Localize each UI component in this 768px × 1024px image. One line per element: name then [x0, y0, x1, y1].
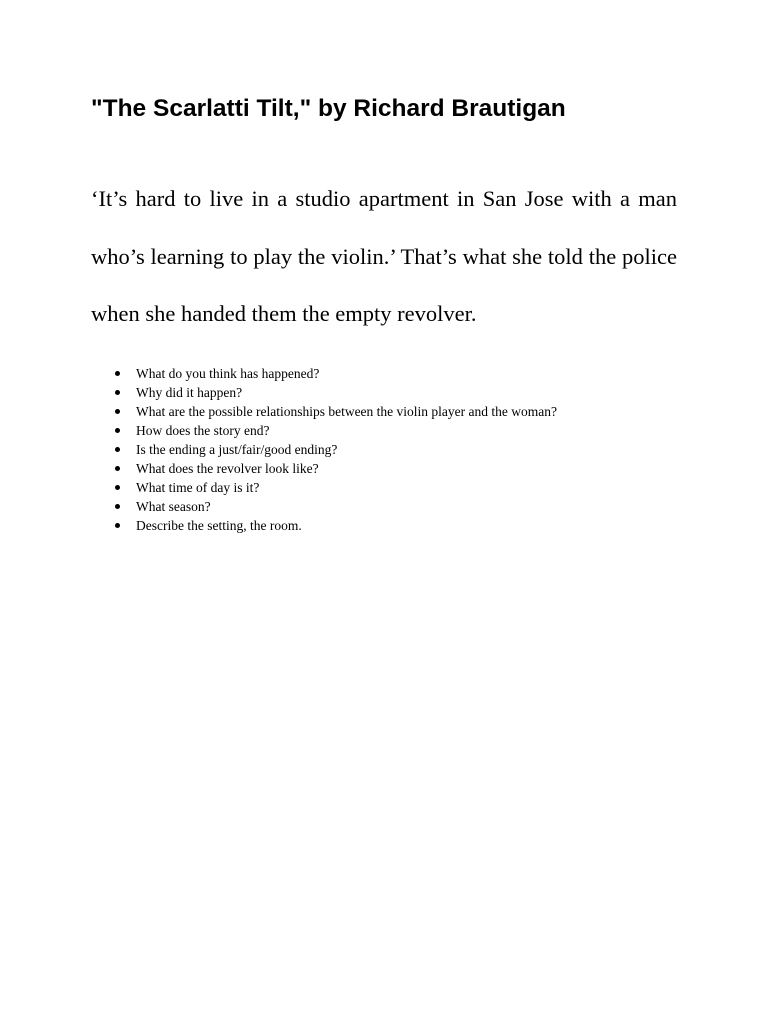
question-text: What are the possible relationships between the violin player and the woman? [136, 404, 557, 419]
bullet-icon [115, 409, 120, 414]
bullet-icon [115, 390, 120, 395]
question-text: What do you think has happened? [136, 366, 320, 381]
list-item [91, 402, 691, 421]
list-item [91, 478, 691, 497]
question-text: Is the ending a just/fair/good ending? [136, 442, 338, 457]
list-item [91, 516, 691, 535]
question-text: Why did it happen? [136, 385, 243, 400]
question-text: What time of day is it? [136, 480, 260, 495]
bullet-icon [115, 428, 120, 433]
list-item [91, 497, 691, 516]
bullet-icon [115, 371, 120, 376]
bullet-icon [115, 485, 120, 490]
question-list [91, 364, 691, 535]
bullet-icon [115, 504, 120, 509]
list-item [91, 421, 691, 440]
bullet-icon [115, 523, 120, 528]
question-text: What season? [136, 499, 211, 514]
list-item [91, 383, 691, 402]
list-item [91, 440, 691, 459]
story-paragraph: ‘It’s hard to live in a studio apartment in San Jose with a man who’s learning to play the violin.’ That’s what she told the police when she handed them the empty revolver. [91, 186, 677, 326]
question-text: How does the story end? [136, 423, 270, 438]
question-text: What does the revolver look like? [136, 461, 319, 476]
list-item [91, 364, 691, 383]
bullet-icon [115, 447, 120, 452]
document-title: "The Scarlatti Tilt," by Richard Brautigan [91, 95, 566, 122]
question-text: Describe the setting, the room. [136, 518, 302, 533]
list-item [91, 459, 691, 478]
bullet-icon [115, 466, 120, 471]
